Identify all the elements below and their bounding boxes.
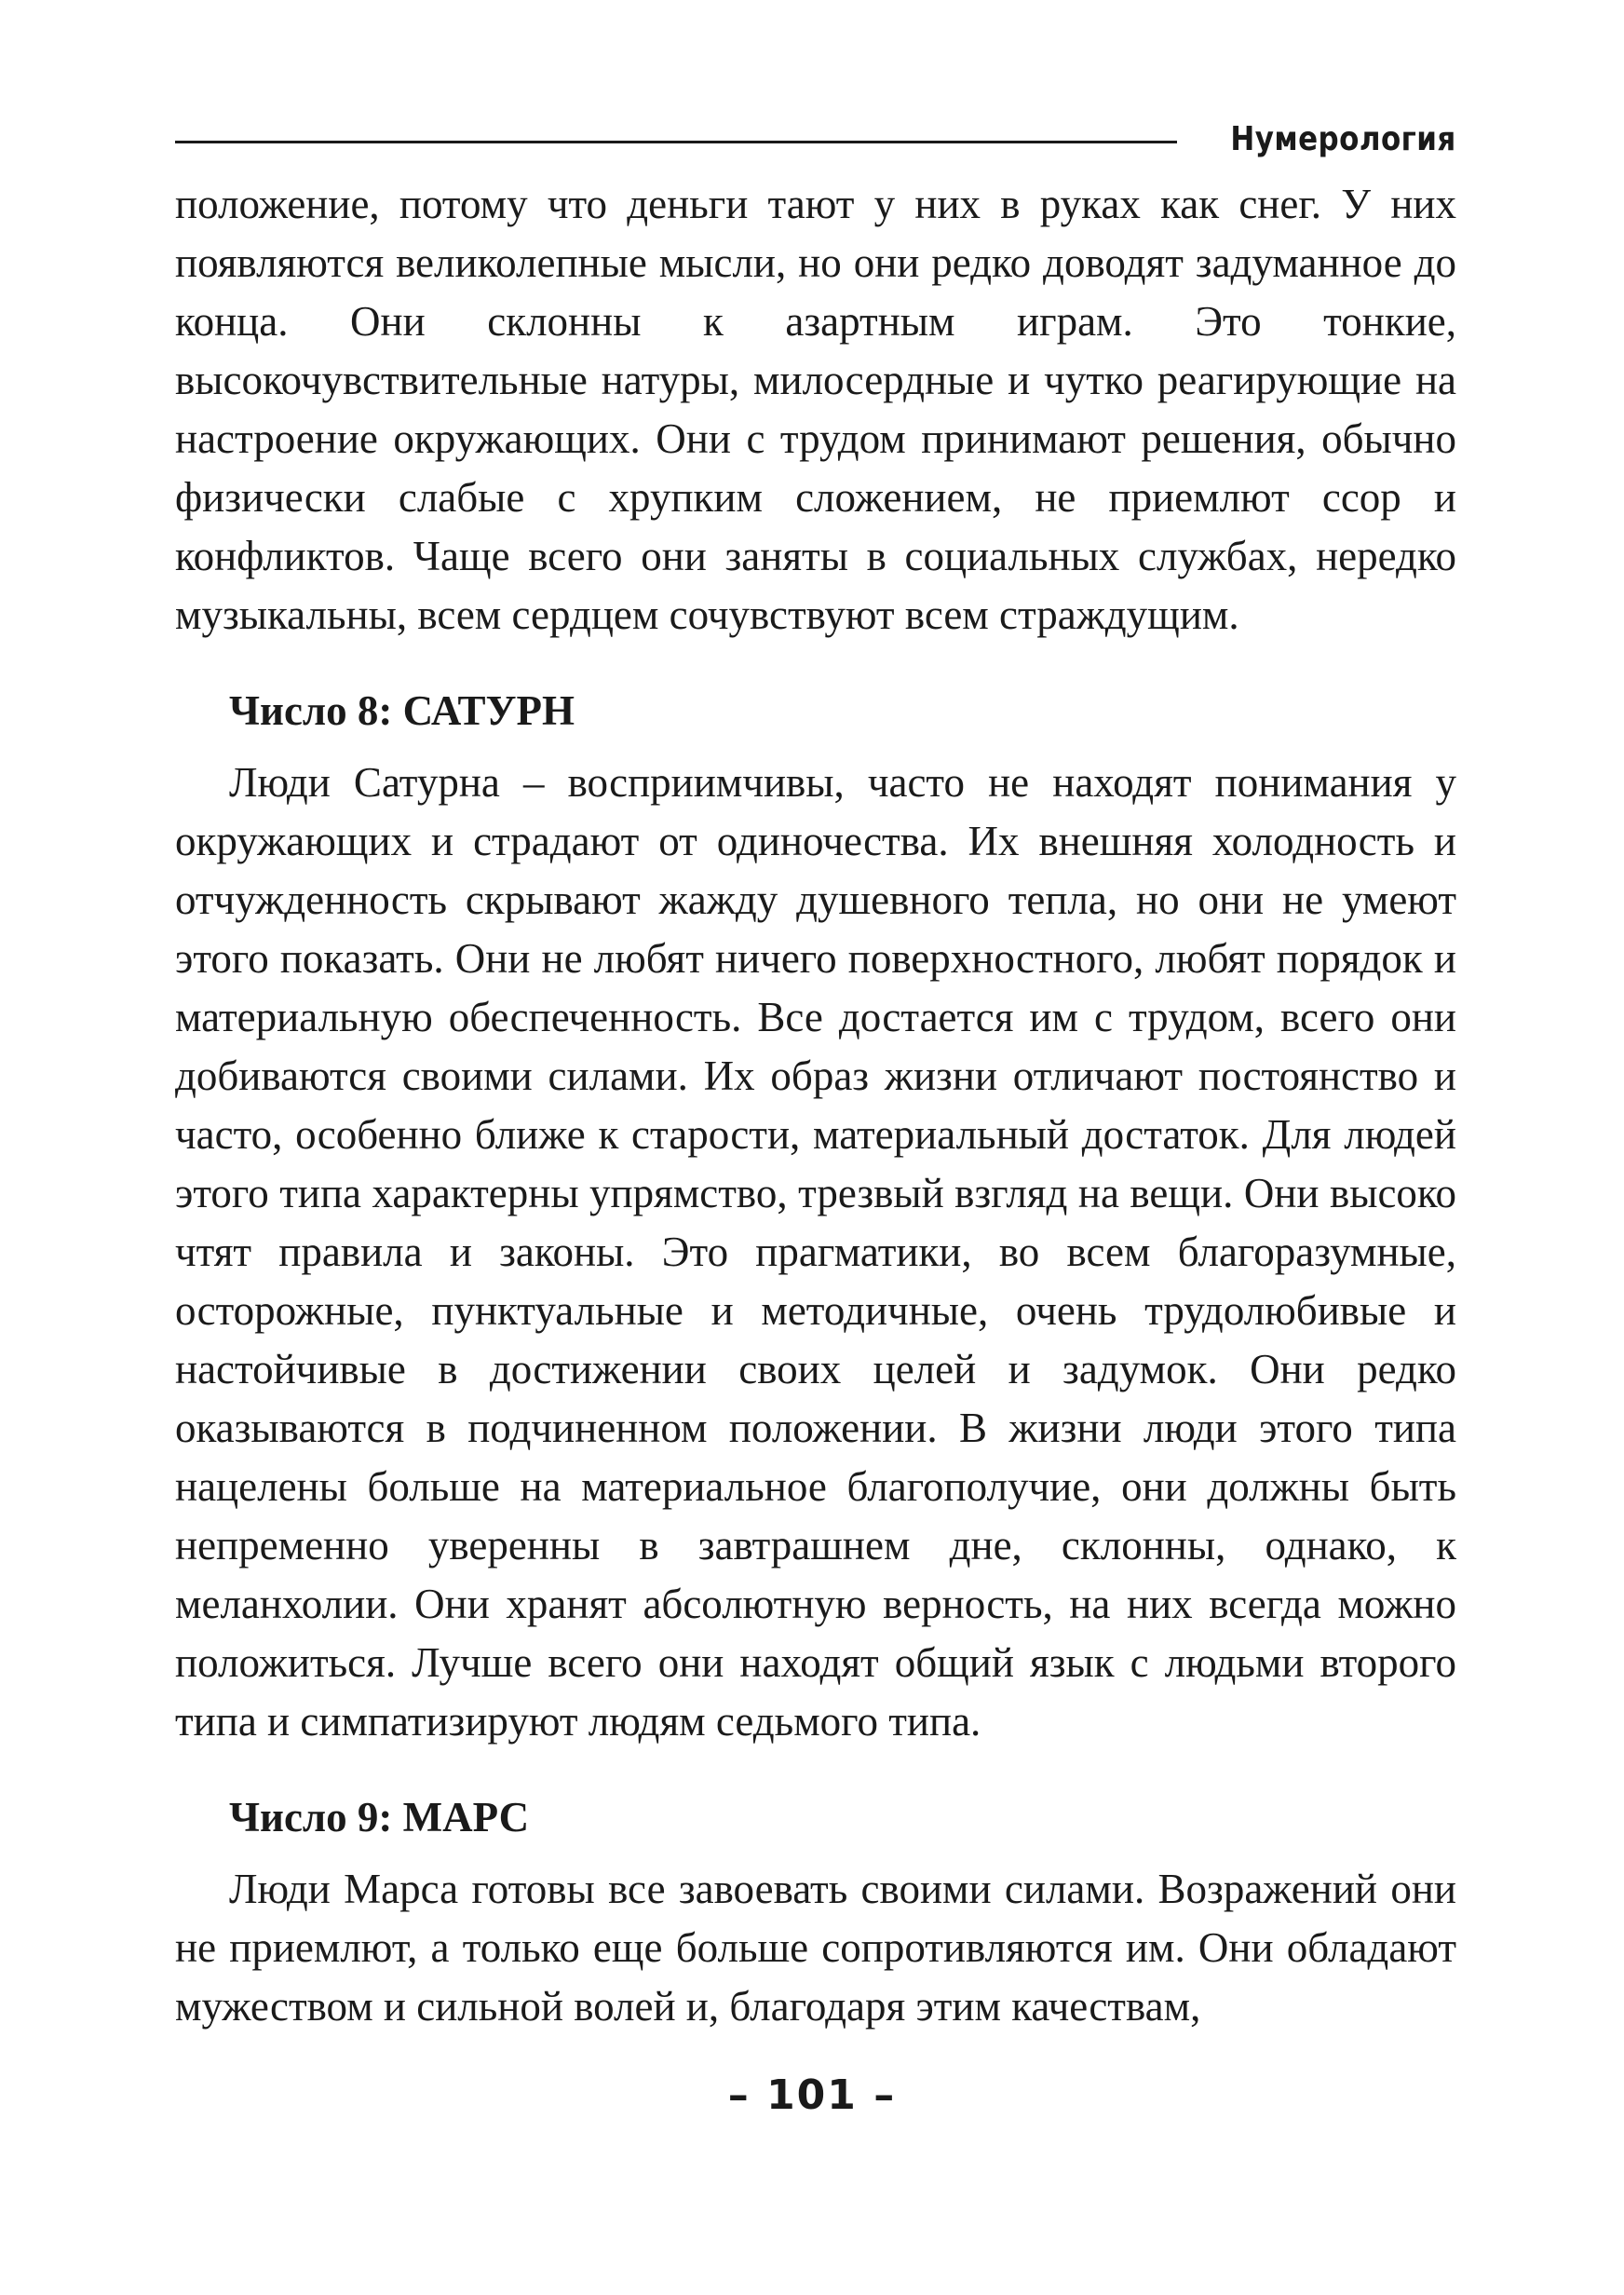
section-paragraph-mars: Люди Марса готовы все завоевать своими силами. Возражений они не приемлют, а только еще больше сопротивляются им. Они обладают мужеством и сильной волей и, благодаря этим качествам,	[175, 1866, 1456, 2030]
header-title: Нумерология	[1230, 120, 1456, 158]
section-paragraph-saturn: Люди Сатурна – восприимчивы, часто не находят понимания у окружающих и страдают от одиночества. Их внешняя холодность и отчужденность скрывают жажду душевного тепла, но они не умеют этого показать. Они не любят ничего поверхностного, любят порядок и материальную обеспеченность. Все достается им с трудом, всего они добиваются своими силами. Их образ жизни отличают постоянство и часто, особенно ближе к старости, материальный достаток. Для людей этого типа характерны упрямство, трезвый взгляд на вещи. Они высоко чтят правила и законы. Это прагматики, во всем благоразумные, осторожные, пунктуальные и методичные, очень трудолюбивые и настойчивые в достижении своих целей и задумок. Они редко оказываются в подчиненном положении. В жизни люди этого типа нацелены больше на материальное благополучие, они должны быть непременно уверенны в завтрашнем дне, склонны, однако, к меланхолии. Они хранят абсолютную верность, на них всегда можно положиться. Лучше всего они находят общий язык с людьми второго типа и симпатизируют людям седьмого типа.	[175, 759, 1456, 1745]
page-number: – 101 –	[727, 2071, 897, 2119]
running-header	[175, 101, 1456, 156]
section-heading-saturn: Число 8: САТУРН	[229, 687, 575, 734]
header-rule	[175, 141, 1177, 143]
continuation-paragraph: положение, потому что деньги тают у них в руках как снег. У них появляются великолепные мысли, но они редко доводят задуманное до конца. Они склонны к азартным играм. Это тонкие, высокочувствительные натуры, милосердные и чутко реагирующие на настроение окружающих. Они с трудом принимают решения, обычно физически слабые с хрупким сложением, не приемлют ссор и конфликтов. Чаще всего они заняты в социальных службах, нередко музыкальны, всем сердцем сочувствуют всем страждущим.	[175, 181, 1456, 638]
page-content	[175, 175, 1456, 2036]
section-heading-mars: Число 9: МАРС	[229, 1794, 530, 1840]
